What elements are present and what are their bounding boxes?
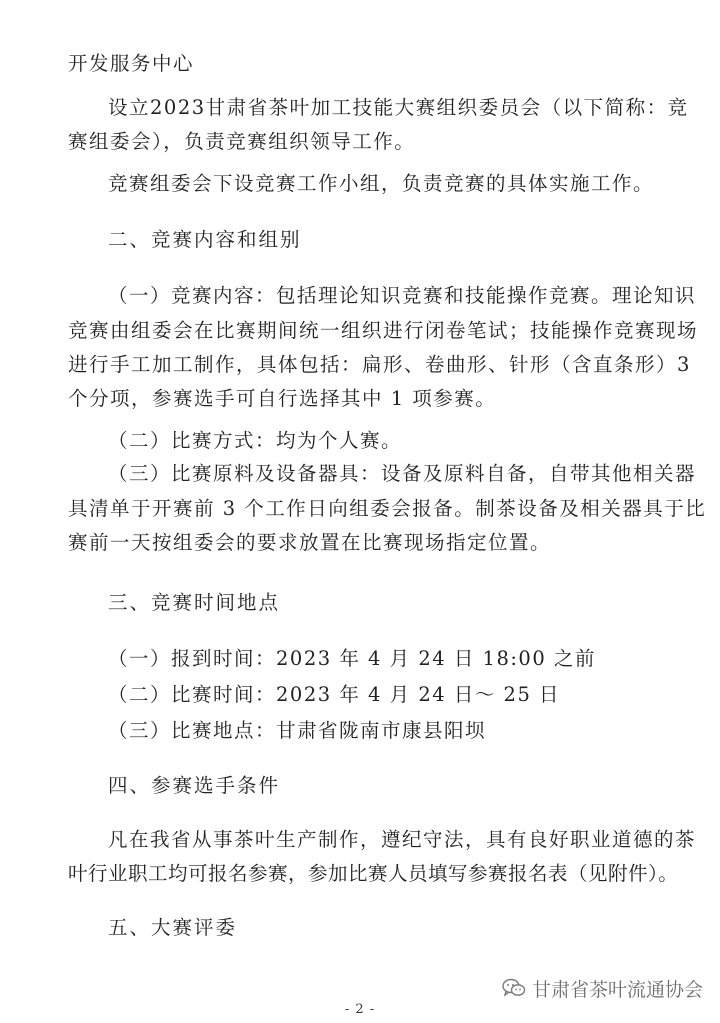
wechat-icon: [502, 978, 526, 998]
watermark: [502, 975, 703, 1001]
text-line-7: 竞赛由组委会在比赛期间统一组织进行闭卷笔试；技能操作竞赛现场: [68, 319, 699, 342]
text-line-15: （一）报到时间：2023 年 4 月 24 日 18:00 之前: [108, 647, 596, 670]
text-line-6: （一）竞赛内容：包括理论知识竞赛和技能操作竞赛。理论知识: [108, 284, 697, 307]
text-line-11: （三）比赛原料及设备器具：设备及原料自备，自带其他相关器: [108, 462, 697, 485]
text-line-16: （二）比赛时间：2023 年 4 月 24 日～ 25 日: [108, 683, 561, 706]
text-line-2: 设立2023甘肃省茶叶加工技能大赛组织委员会（以下简称：竞: [108, 96, 689, 119]
text-line-9: 个分项，参赛选手可自行选择其中 1 项参赛。: [68, 387, 497, 410]
text-line-3: 赛组委会），负责竞赛组织领导工作。: [68, 130, 416, 153]
section-heading-2: 二、竞赛内容和组别: [108, 228, 302, 251]
watermark-text: 甘肃省茶叶流通协会: [532, 978, 704, 1001]
section-heading-4: 四、参赛选手条件: [108, 774, 281, 797]
text-line-10: （二）比赛方式：均为个人赛。: [108, 429, 403, 452]
text-line-1: 开发服务中心: [68, 52, 195, 75]
text-line-13: 赛前一天按组委会的要求放置在比赛现场指定位置。: [68, 531, 552, 554]
text-line-8: 进行手工加工制作，具体包括：扁形、卷曲形、针形（含直条形）3: [68, 353, 691, 376]
section-heading-5: 五、大赛评委: [108, 916, 238, 939]
text-line-4: 竞赛组委会下设竞赛工作小组，负责竞赛的具体实施工作。: [108, 172, 655, 195]
text-line-17: （三）比赛地点：甘肃省陇南市康县阳坝: [108, 719, 487, 742]
section-heading-3: 三、竞赛时间地点: [108, 591, 281, 614]
text-line-19: 凡在我省从事茶叶生产制作，遵纪守法，具有良好职业道德的茶: [108, 828, 697, 851]
text-line-12: 具清单于开赛前 3 个工作日向组委会报备。制茶设备及相关器具于比: [68, 497, 707, 520]
text-line-20: 叶行业职工均可报名参赛，参加比赛人员填写参赛报名表（见附件）。: [68, 862, 679, 885]
page-number: - 2 -: [344, 1002, 376, 1017]
